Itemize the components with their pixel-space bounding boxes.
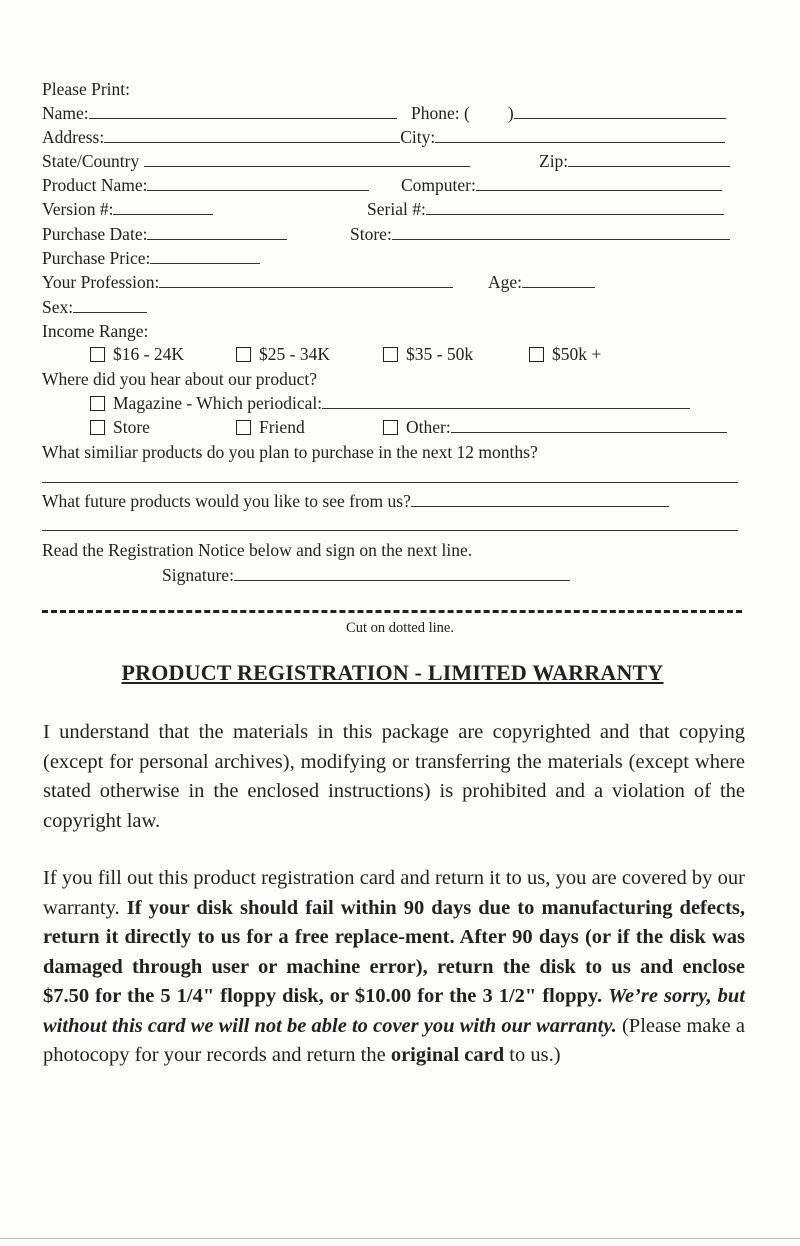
age-field[interactable] <box>522 271 595 288</box>
magazine-label: Magazine - Which periodical: <box>113 393 323 413</box>
hear-question: Where did you hear about our product? <box>42 369 318 389</box>
similar-question: What similiar products do you plan to purchase in the next 12 months? <box>42 442 538 462</box>
version-label: Version #: <box>42 199 114 219</box>
income-checkbox-1[interactable] <box>90 347 105 362</box>
store-field[interactable] <box>392 223 730 240</box>
friend-checkbox[interactable] <box>236 420 251 435</box>
store-checkbox[interactable] <box>90 420 105 435</box>
zip-row <box>539 150 730 172</box>
signature-label: Signature: <box>162 565 234 585</box>
profession-row <box>42 271 453 293</box>
magazine-checkbox[interactable] <box>90 396 105 411</box>
income-label: Income Range: <box>42 321 149 341</box>
product-row <box>42 174 369 196</box>
income-option-label-3: $35 - 50k <box>406 344 474 364</box>
serial-field[interactable] <box>426 198 724 215</box>
other-option[interactable] <box>383 416 727 438</box>
computer-label: Computer: <box>401 175 476 195</box>
phone-field[interactable] <box>514 102 726 119</box>
city-label: City: <box>400 127 436 147</box>
periodical-field[interactable] <box>322 392 690 409</box>
name-label: Name: <box>42 103 89 123</box>
similar-answer-line[interactable] <box>42 482 738 483</box>
name-row <box>42 102 397 124</box>
friend-option-label: Friend <box>259 417 305 437</box>
product-name-label: Product Name: <box>42 175 148 195</box>
computer-row <box>401 174 722 196</box>
state-label: State/Country <box>42 151 140 171</box>
age-row <box>488 271 595 293</box>
sex-label: Sex: <box>42 297 74 317</box>
name-field[interactable] <box>89 102 397 119</box>
original-card-text: original card <box>390 1044 505 1066</box>
income-option-label-1: $16 - 24K <box>113 344 184 364</box>
other-option-label: Other: <box>406 417 451 437</box>
state-field[interactable] <box>144 150 470 167</box>
version-field[interactable] <box>113 198 213 215</box>
version-row <box>42 198 213 220</box>
sex-field[interactable] <box>73 296 147 313</box>
address-field[interactable] <box>104 126 400 143</box>
purchase-date-field[interactable] <box>147 223 287 240</box>
store-option[interactable] <box>90 416 150 438</box>
copyright-paragraph: I understand that the materials in this package are copyrighted and that copying (except for personal archives), modifying or transferring the materials (except where stated otherwise in the enclosed instructions) is prohibited and a violation of the copyright law. <box>43 721 745 832</box>
cut-line <box>42 610 742 613</box>
purchase-price-row <box>42 247 260 269</box>
purchase-date-label: Purchase Date: <box>42 224 148 244</box>
city-field[interactable] <box>435 126 725 143</box>
address-label: Address: <box>42 127 105 147</box>
friend-option[interactable] <box>236 416 305 438</box>
warranty-text-italic: We’re sorry, but without this card we will not be able to cover you with our warranty. <box>43 985 746 1037</box>
sex-row <box>42 296 147 318</box>
other-checkbox[interactable] <box>383 420 398 435</box>
cut-note: Cut on dotted line. <box>346 620 454 636</box>
product-name-field[interactable] <box>147 174 369 191</box>
future-field[interactable] <box>411 490 669 507</box>
age-label: Age: <box>488 272 523 292</box>
phone-row <box>411 102 726 124</box>
computer-field[interactable] <box>476 174 722 191</box>
serial-label: Serial #: <box>367 199 426 219</box>
warranty-text-6: to us.) <box>509 1044 561 1066</box>
signature-row <box>162 564 570 586</box>
serial-row <box>367 198 724 220</box>
purchase-date-row <box>42 223 287 245</box>
phone-close: ) <box>507 103 514 123</box>
income-checkbox-2[interactable] <box>236 347 251 362</box>
income-option-label-2: $25 - 34K <box>259 344 330 364</box>
store-row <box>350 223 730 245</box>
purchase-price-field[interactable] <box>150 247 260 264</box>
store-option-label: Store <box>113 417 150 437</box>
other-field[interactable] <box>451 416 727 433</box>
income-option-3[interactable] <box>383 343 473 365</box>
address-row <box>42 126 725 148</box>
read-notice: Read the Registration Notice below and sign on the next line. <box>42 540 473 560</box>
income-checkbox-3[interactable] <box>383 347 398 362</box>
warranty-text-1: If you fill out this product registration card and return it to us, you are covered by our warranty. <box>43 867 745 919</box>
page-edge <box>0 1238 800 1239</box>
income-option-label-4: $50k + <box>552 344 602 364</box>
income-option-2[interactable] <box>236 343 330 365</box>
state-row <box>42 150 470 172</box>
warranty-heading: PRODUCT REGISTRATION - LIMITED WARRANTY <box>121 660 664 685</box>
future-answer-line[interactable] <box>42 530 738 531</box>
zip-field[interactable] <box>568 150 730 167</box>
warranty-text-4: (Please make a photocopy for your records and return the <box>43 1014 746 1066</box>
signature-field[interactable] <box>234 564 570 581</box>
warranty-paragraph <box>43 864 745 1071</box>
income-option-4[interactable] <box>529 343 601 365</box>
future-row <box>42 490 669 512</box>
purchase-price-label: Purchase Price: <box>42 248 151 268</box>
store-label: Store: <box>350 224 392 244</box>
magazine-option[interactable] <box>90 392 690 414</box>
please-print-label: Please Print: <box>42 79 130 99</box>
profession-field[interactable] <box>159 271 453 288</box>
profession-label: Your Profession: <box>42 272 160 292</box>
zip-label: Zip: <box>539 151 569 171</box>
future-question: What future products would you like to see from us? <box>42 491 411 511</box>
warranty-text-bold: If your disk should fail within 90 days due to manufacturing defects, return it directly to us for a free replace-ment. After 90 days (or if the disk was damaged through user or machine error), return the disk to us and enclose $7.50 for the 5 1/4" floppy disk, or $10.00 for the 3 1/2" floppy. <box>43 896 745 1007</box>
phone-label: Phone: ( <box>411 103 470 123</box>
income-option-1[interactable] <box>90 343 184 365</box>
income-checkbox-4[interactable] <box>529 347 544 362</box>
